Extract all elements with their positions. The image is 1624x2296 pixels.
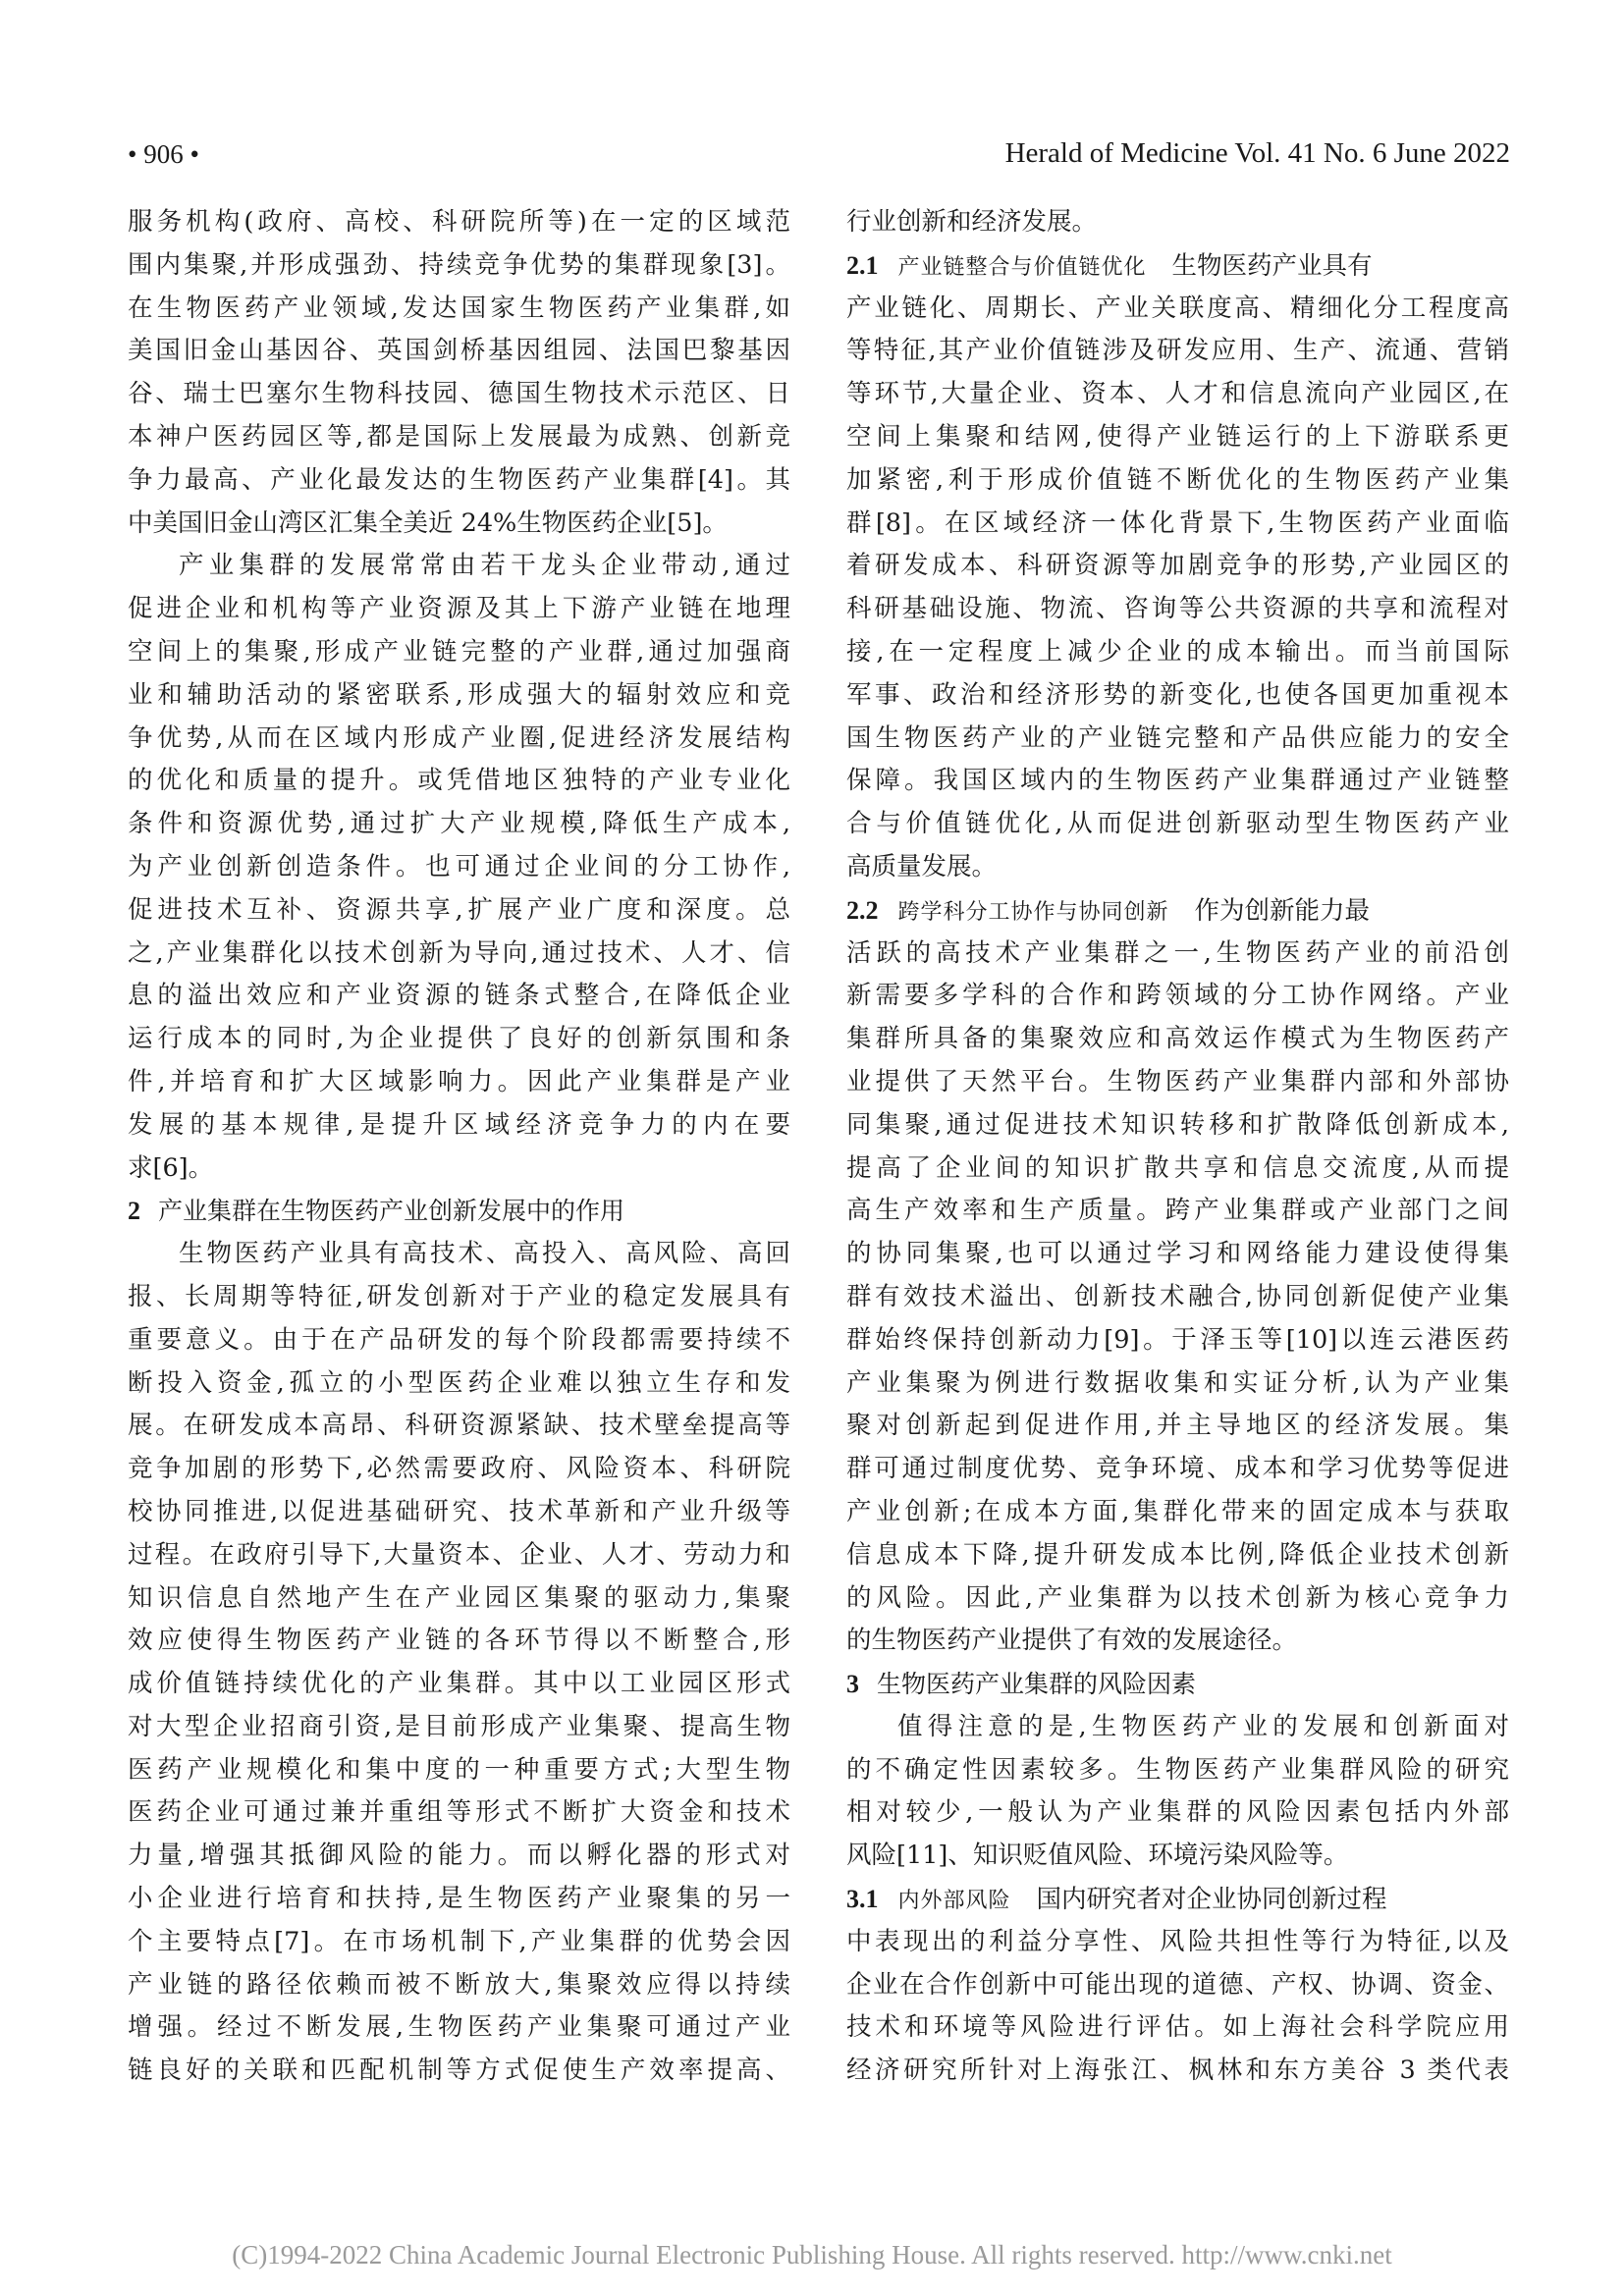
text-line: 等环节,大量企业、资本、人才和信息流向产业园区,在: [846, 379, 1509, 409]
text-line: 保障。我国区域内的生物医药产业集群通过产业链整: [846, 766, 1509, 796]
text-line: 产业集聚为例进行数据收集和实证分析,认为产业集: [846, 1367, 1509, 1398]
text-line: 息的溢出效应和产业资源的链条式整合,在降低企业: [128, 981, 790, 1011]
text-line: 的优化和质量的提升。或凭借地区独特的产业专业化: [128, 766, 790, 796]
text-line: 之,产业集群化以技术创新为导向,通过技术、人才、信: [128, 937, 790, 968]
text-line: 服务机构(政府、高校、科研院所等)在一定的区域范: [128, 207, 790, 237]
text-line: 报、长周期等特征,研发创新对于产业的稳定发展具有: [128, 1281, 790, 1311]
text-line: 业和辅助活动的紧密联系,形成强大的辐射效应和竞: [128, 679, 790, 710]
subsection-number: 2.2: [846, 895, 879, 925]
text-line: 增强。经过不断发展,生物医药产业集聚可通过产业: [128, 2012, 790, 2043]
section-number: 2: [128, 1197, 140, 1226]
text-line: 提高了企业间的知识扩散共享和信息交流度,从而提: [846, 1152, 1509, 1183]
text-line: 着研发成本、科研资源等加剧竞争的形势,产业园区的: [846, 551, 1509, 581]
subsection-lead-text: 作为创新能力最: [1194, 895, 1371, 926]
subsection-number: 3.1: [846, 1885, 879, 1914]
text-line: 美国旧金山基因谷、英国剑桥基因组园、法国巴黎基因: [128, 336, 790, 366]
text-line: 科研基础设施、物流、咨询等公共资源的共享和流程对: [846, 594, 1509, 624]
text-line: 生物医药产业具有高技术、高投入、高风险、高回: [179, 1239, 790, 1269]
text-line: 国生物医药产业的产业链完整和产品供应能力的安全: [846, 722, 1509, 753]
text-line: 企业在合作创新中可能出现的道德、产权、协调、资金、: [846, 1969, 1509, 2000]
text-line: 为产业创新创造条件。也可通过企业间的分工协作,: [128, 851, 790, 881]
page-number: • 906 •: [128, 139, 199, 169]
text-line: 新需要多学科的合作和跨领域的分工协作网络。产业: [846, 981, 1509, 1011]
section-title: 生物医药产业集群的风险因素: [877, 1670, 1197, 1699]
text-line: 件,并培育和扩大区域影响力。因此产业集群是产业: [128, 1066, 790, 1096]
text-line: 校协同推进,以促进基础研究、技术革新和产业升级等: [128, 1496, 790, 1526]
text-line: 知识信息自然地产生在产业园区集聚的驱动力,集聚: [128, 1582, 790, 1613]
text-line: 产业集群的发展常常由若干龙头企业带动,通过: [179, 551, 790, 581]
text-line: 重要意义。由于在产品研发的每个阶段都需要持续不: [128, 1324, 790, 1355]
text-line: 接,在一定程度上减少企业的成本输出。而当前国际: [846, 636, 1509, 667]
text-line: 的生物医药产业提供了有效的发展途径。: [846, 1626, 1298, 1656]
text-line: 行业创新和经济发展。: [846, 207, 1098, 237]
text-line: 值得注意的是,生物医药产业的发展和创新面对: [897, 1711, 1509, 1741]
text-line: 争优势,从而在区域内形成产业圈,促进经济发展结构: [128, 722, 790, 753]
text-line: 同集聚,通过促进技术知识转移和扩散降低创新成本,: [846, 1109, 1509, 1140]
text-line: 效应使得生物医药产业链的各环节得以不断整合,形: [128, 1626, 790, 1656]
text-line: 集群所具备的集聚效应和高效运作模式为生物医药产: [846, 1024, 1509, 1054]
text-line: 技术和环境等风险进行评估。如上海社会科学院应用: [846, 2012, 1509, 2043]
text-line: 求[6]。: [128, 1152, 214, 1183]
copyright-footer: (C)1994-2022 China Academic Journal Electronic Publishing House. All rights reserved. http://www.cnki.net: [232, 2240, 1392, 2269]
text-line: 加紧密,利于形成价值链不断优化的生物医药产业集: [846, 464, 1509, 495]
text-line: 促进技术互补、资源共享,扩展产业广度和深度。总: [128, 894, 790, 925]
subsection-heading: [846, 889, 1509, 933]
subsection-title: 跨学科分工协作与协同创新: [897, 899, 1169, 925]
text-line: 围内集聚,并形成强劲、持续竞争优势的集群现象[3]。: [128, 249, 790, 280]
text-line: 信息成本下降,提升研发成本比例,降低企业技术创新: [846, 1539, 1509, 1570]
text-line: 产业链化、周期长、产业关联度高、精细化分工程度高: [846, 293, 1509, 323]
text-line: 小企业进行培育和扶持,是生物医药产业聚集的另一: [128, 1884, 790, 1914]
text-line: 的风险。因此,产业集群为以技术创新为核心竞争力: [846, 1582, 1509, 1613]
right-column: [846, 201, 1509, 2093]
text-line: 运行成本的同时,为企业提供了良好的创新氛围和条: [128, 1024, 790, 1054]
text-line: 高质量发展。: [846, 851, 998, 881]
text-line: 经济研究所针对上海张江、枫林和东方美谷 3 类代表: [846, 2056, 1509, 2086]
text-line: 过程。在政府引导下,大量资本、企业、人才、劳动力和: [128, 1539, 790, 1570]
text-line: 中表现出的利益分享性、风险共担性等行为特征,以及: [846, 1926, 1509, 1956]
subsection-heading: [846, 1878, 1509, 1921]
left-column: [128, 201, 790, 2093]
text-line: 产业链的路径依赖而被不断放大,集聚效应得以持续: [128, 1969, 790, 2000]
text-line: 聚对创新起到促进作用,并主导地区的经济发展。集: [846, 1411, 1509, 1441]
text-line: 在生物医药产业领域,发达国家生物医药产业集群,如: [128, 293, 790, 323]
running-header: Herald of Medicine Vol. 41 No. 6 June 2022: [1004, 137, 1510, 169]
text-line: 发展的基本规律,是提升区域经济竞争力的内在要: [128, 1109, 790, 1140]
text-line: 相对较少,一般认为产业集群的风险因素包括内外部: [846, 1797, 1509, 1828]
text-line: 断投入资金,孤立的小型医药企业难以独立生存和发: [128, 1367, 790, 1398]
subsection-lead-text: 生物医药产业具有: [1171, 250, 1373, 281]
text-line: 力量,增强其抵御风险的能力。而以孵化器的形式对: [128, 1841, 790, 1871]
text-line: 对大型企业招商引资,是目前形成产业集聚、提高生物: [128, 1711, 790, 1741]
text-line: 促进企业和机构等产业资源及其上下游产业链在地理: [128, 594, 790, 624]
text-line: 个主要特点[7]。在市场机制下,产业集群的优势会因: [128, 1926, 790, 1956]
text-line: 风险[11]、知识贬值风险、环境污染风险等。: [846, 1841, 1349, 1871]
subsection-title: 内外部风险: [897, 1889, 1011, 1914]
text-line: 空间上的集聚,形成产业链完整的产业群,通过加强商: [128, 636, 790, 667]
text-line: 群可通过制度优势、竞争环境、成本和学习优势等促进: [846, 1454, 1509, 1484]
text-line: 活跃的高技术产业集群之一,生物医药产业的前沿创: [846, 937, 1509, 968]
section-title: 产业集群在生物医药产业创新发展中的作用: [158, 1197, 625, 1226]
text-line: 空间上集聚和结网,使得产业链运行的上下游联系更: [846, 421, 1509, 452]
subsection-title: 产业链整合与价值链优化: [897, 254, 1147, 280]
text-line: 成价值链持续优化的产业集群。其中以工业园区形式: [128, 1669, 790, 1699]
text-line: 高生产效率和生产质量。跨产业集群或产业部门之间: [846, 1196, 1509, 1226]
text-line: 医药产业规模化和集中度的一种重要方式;大型生物: [128, 1754, 790, 1785]
text-line: 群始终保持创新动力[9]。于泽玉等[10]以连云港医药: [846, 1324, 1509, 1355]
text-line: 军事、政治和经济形势的新变化,也使各国更加重视本: [846, 679, 1509, 710]
text-line: 条件和资源优势,通过扩大产业规模,降低生产成本,: [128, 809, 790, 839]
text-line: 展。在研发成本高昂、科研资源紧缺、技术壁垒提高等: [128, 1411, 790, 1441]
text-line: 合与价值链优化,从而促进创新驱动型生物医药产业: [846, 809, 1509, 839]
text-line: 中美国旧金山湾区汇集全美近 24%生物医药企业[5]。: [128, 507, 728, 538]
text-line: 竞争加剧的形势下,必然需要政府、风险资本、科研院: [128, 1454, 790, 1484]
text-line: 产业创新;在成本方面,集群化带来的固定成本与获取: [846, 1496, 1509, 1526]
subsection-number: 2.1: [846, 250, 879, 280]
section-heading: [846, 1663, 1509, 1706]
text-line: 链良好的关联和匹配机制等方式促使生产效率提高、: [128, 2056, 790, 2086]
text-line: 本神户医药园区等,都是国际上发展最为成熟、创新竞: [128, 421, 790, 452]
section-heading: [128, 1190, 790, 1233]
text-line: 业提供了天然平台。生物医药产业集群内部和外部协: [846, 1066, 1509, 1096]
text-line: 的不确定性因素较多。生物医药产业集群风险的研究: [846, 1754, 1509, 1785]
text-line: 谷、瑞士巴塞尔生物科技园、德国生物技术示范区、日: [128, 379, 790, 409]
text-line: 群[8]。在区域经济一体化背景下,生物医药产业面临: [846, 507, 1509, 538]
text-line: 医药企业可通过兼并重组等形式不断扩大资金和技术: [128, 1797, 790, 1828]
text-line: 的协同集聚,也可以通过学习和网络能力建设使得集: [846, 1239, 1509, 1269]
text-line: 群有效技术溢出、创新技术融合,协同创新促使产业集: [846, 1281, 1509, 1311]
subsection-lead-text: 国内研究者对企业协同创新过程: [1036, 1885, 1387, 1915]
text-line: 争力最高、产业化最发达的生物医药产业集群[4]。其: [128, 464, 790, 495]
section-number: 3: [846, 1670, 859, 1699]
subsection-heading: [846, 244, 1509, 288]
text-line: 等特征,其产业价值链涉及研发应用、生产、流通、营销: [846, 336, 1509, 366]
